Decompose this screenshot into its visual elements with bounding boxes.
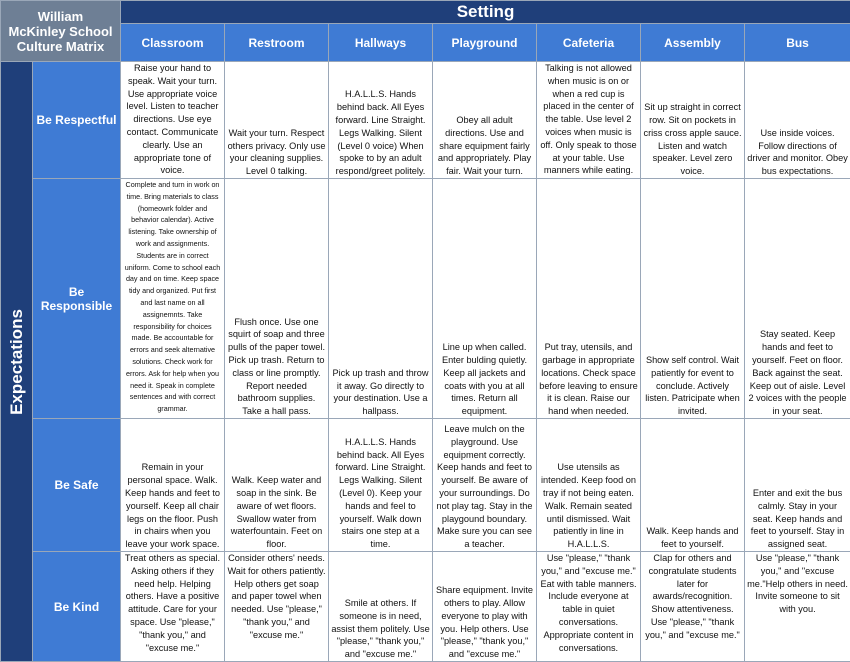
matrix-cell: Flush once. Use one squirt of soap and three pulls of the paper towel. Pick up trash. Return to class or line promptly. Report needed bathroom supplies. Take a hall pass. [225,179,329,419]
matrix-cell: Share equipment. Invite others to play. Allow everyone to play with you. Help others. Use "please," "thank you," and "excuse me." [433,552,537,662]
row-header-be-responsible: Be Responsible [33,179,121,419]
column-header-assembly: Assembly [641,24,745,62]
matrix-cell: Talking is not allowed when music is on or when a red cup is placed in the center of the table. Use level 2 voices when music is off. Only speak to those at your table. Use manners while eating. [537,62,641,179]
matrix-cell: Use utensils as intended. Keep food on tray if not being eaten. Walk. Remain seated until dismissed. Wait patiently in line in H.A.L.L.S. [537,419,641,552]
matrix-cell: Leave mulch on the playground. Use equipment correctly. Keep hands and feet to yourself. Be aware of your surroundings. Do not play tag. Stay in the playgound boundary. Make sure you can see a teacher. [433,419,537,552]
matrix-cell: Show self control. Wait patiently for event to conclude. Actively listen. Patricipate when invited. [641,179,745,419]
expectations-header [1,62,33,662]
school-title-line-1: William [3,9,118,24]
school-title-line-2: McKinley School [3,24,118,39]
matrix-cell: Complete and turn in work on time. Bring materials to class (homeowrk folder and behavior calendar). Active listening. Take ownership of work and assignments. Students are in correct uniform. Come to school each day and on time. Keep space tidy and organized. Put first and last name on all assignemnts. Take responsibility for choices made. Be accountable for errors and seek alternative solutions. Check work for errors. Ask for help when you need it. Speak in complete sentences and with correct grammar. [121,179,225,419]
matrix-cell: Wait your turn. Respect others privacy. Only use your cleaning supplies. Level 0 talking. [225,62,329,179]
setting-header: Setting [121,1,850,24]
column-header-hallways: Hallways [329,24,433,62]
row-header-be-safe: Be Safe [33,419,121,552]
matrix-cell: Smile at others. If someone is in need, assist them politely. Use "please," "thank you," and "excuse me." [329,552,433,662]
matrix-cell: Use "please," "thank you," and "excuse me."Help others in need. Invite someone to sit with you. [745,552,850,662]
matrix-cell: Use "please," "thank you," and "excuse me." Eat with table manners. Include everyone at table in quiet conversations. Appropriate content in conversations. [537,552,641,662]
matrix-cell: H.A.L.L.S. Hands behind back. All Eyes forward. Line Straight. Legs Walking. Silent (Level 0 voice) When spoke to by an adult respond/greet politely. [329,62,433,179]
matrix-cell: Consider others' needs. Wait for others patiently. Help others get soap and paper towel when needed. Use "please," "thank you," and "excuse me." [225,552,329,662]
matrix-cell: Clap for others and congratulate students later for awards/recognition. Show attentiveness. Use "please," "thank you," and "excuse me." [641,552,745,662]
row-header-be-kind: Be Kind [33,552,121,662]
matrix-cell: Stay seated. Keep hands and feet to yourself. Feet on floor. Back against the seat. Keep out of aisle. Level 2 voices with the people in your seat. [745,179,850,419]
column-header-classroom: Classroom [121,24,225,62]
column-header-bus: Bus [745,24,850,62]
row-header-be-respectful: Be Respectful [33,62,121,179]
column-header-cafeteria: Cafeteria [537,24,641,62]
school-title-line-3: Culture Matrix [3,39,118,54]
matrix-cell: Obey all adult directions. Use and share equipment fairly and appropriately. Play fair. Wait your turn. [433,62,537,179]
matrix-cell: Sit up straight in correct row. Sit on pockets in criss cross apple sauce. Listen and watch speaker. Level zero voice. [641,62,745,179]
matrix-cell: H.A.L.L.S. Hands behind back. All Eyes forward. Line Straight. Legs Walking. Silent (Level 0). Keep your hands and feel to yourself. Walk down stairs one step at a time. [329,419,433,552]
column-header-playground: Playground [433,24,537,62]
matrix-cell: Walk. Keep hands and feet to yourself. [641,419,745,552]
column-header-restroom: Restroom [225,24,329,62]
matrix-cell: Enter and exit the bus calmly. Stay in your seat. Keep hands and feet to yourself. Stay in assigned seat. [745,419,850,552]
matrix-cell: Use inside voices. Follow directions of driver and monitor. Obey bus expectations. [745,62,850,179]
matrix-cell: Pick up trash and throw it away. Go directly to your destination. Use a hallpass. [329,179,433,419]
matrix-cell: Put tray, utensils, and garbage in appropriate locations. Check space before leaving to ensure it is clean. Raise our hand when needed. [537,179,641,419]
matrix-cell: Remain in your personal space. Walk. Keep hands and feet to yourself. Keep all chair legs on the floor. Push in chairs when you leave your work space. [121,419,225,552]
matrix-cell: Treat others as special. Asking others if they need help. Helping others. Have a positive attitude. Care for your space. Use "please," "thank you," and "excuse me." [121,552,225,662]
school-title [1,1,121,62]
expectations-label: Expectations [7,309,27,415]
matrix-cell: Raise your hand to speak. Wait your turn. Use appropriate voice level. Listen to teacher directions. Use eye contact. Communicate clearly. Use an appropriate tone of voice. [121,62,225,179]
matrix-cell: Walk. Keep water and soap in the sink. Be aware of wet floors. Swallow water from waterfountain. Feet on floor. [225,419,329,552]
matrix-cell: Line up when called. Enter bulding quietly. Keep all jackets and coats with you at all times. Return all equipment. [433,179,537,419]
